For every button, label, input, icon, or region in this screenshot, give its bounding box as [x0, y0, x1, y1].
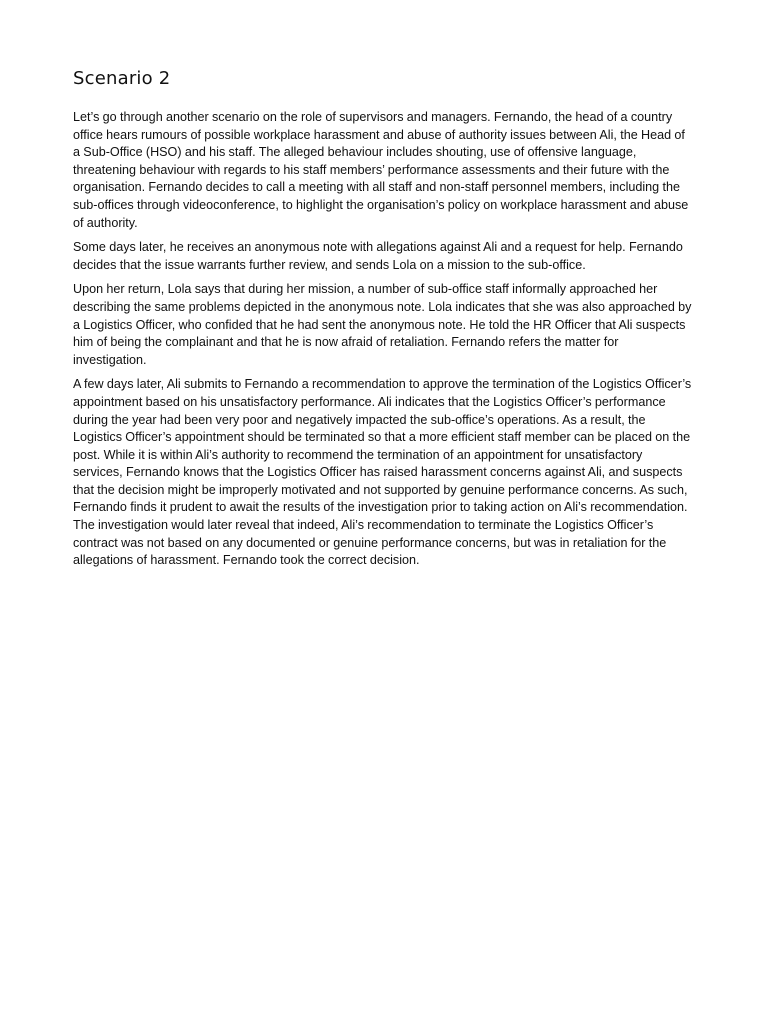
- document-page: [73, 66, 695, 577]
- paragraph-mission-return: Upon her return, Lola says that during her mission, a number of sub-office staff informally approached her describing the same problems depicted in the anonymous note. Lola indicates that she was also approached by a Logistics Officer, who confided that he had sent the anonymous note. He told the HR Officer that Ali suspects him of being the complainant and that he is now afraid of retaliation. Fernando refers the matter for investigation.: [73, 282, 692, 367]
- page-title: Scenario 2: [73, 68, 171, 89]
- paragraph-intro: Let’s go through another scenario on the role of supervisors and managers. Fernando, the head of a country office hears rumours of possible workplace harassment and abuse of authority issues between Ali, the Head of a Sub-Office (HSO) and his staff. The alleged behaviour includes shouting, use of offensive language, threatening behaviour with regards to his staff members’ performance assessments and their future with the organisation. Fernando decides to call a meeting with all staff and non-staff personnel members, including the sub-offices through videoconference, to highlight the organisation’s policy on workplace harassment and abuse of authority.: [73, 110, 689, 230]
- paragraph-anonymous-note: Some days later, he receives an anonymous note with allegations against Ali and a request for help. Fernando decides that the issue warrants further review, and sends Lola on a mission to the sub-office.: [73, 240, 683, 272]
- paragraph-termination-recommendation: A few days later, Ali submits to Fernando a recommendation to approve the termination of the Logistics Officer’s appointment based on his unsatisfactory performance. Ali indicates that the Logistics Officer’s performance during the year had been very poor and negatively impacted the sub-office’s operations. As a result, the Logistics Officer’s appointment should be terminated so that a more efficient staff member can be placed on the post. While it is within Ali’s authority to recommend the termination of an appointment for unsatisfactory services, Fernando knows that the Logistics Officer has raised harassment concerns against Ali, and suspects that the decision might be improperly motivated and not supported by genuine performance concerns. As such, Fernando finds it prudent to await the results of the investigation prior to taking action on Ali’s recommendation. The investigation would later reveal that indeed, Ali’s recommendation to terminate the Logistics Officer’s contract was not based on any documented or genuine performance concerns, but was in retaliation for the allegations of harassment. Fernando took the correct decision.: [73, 377, 692, 568]
